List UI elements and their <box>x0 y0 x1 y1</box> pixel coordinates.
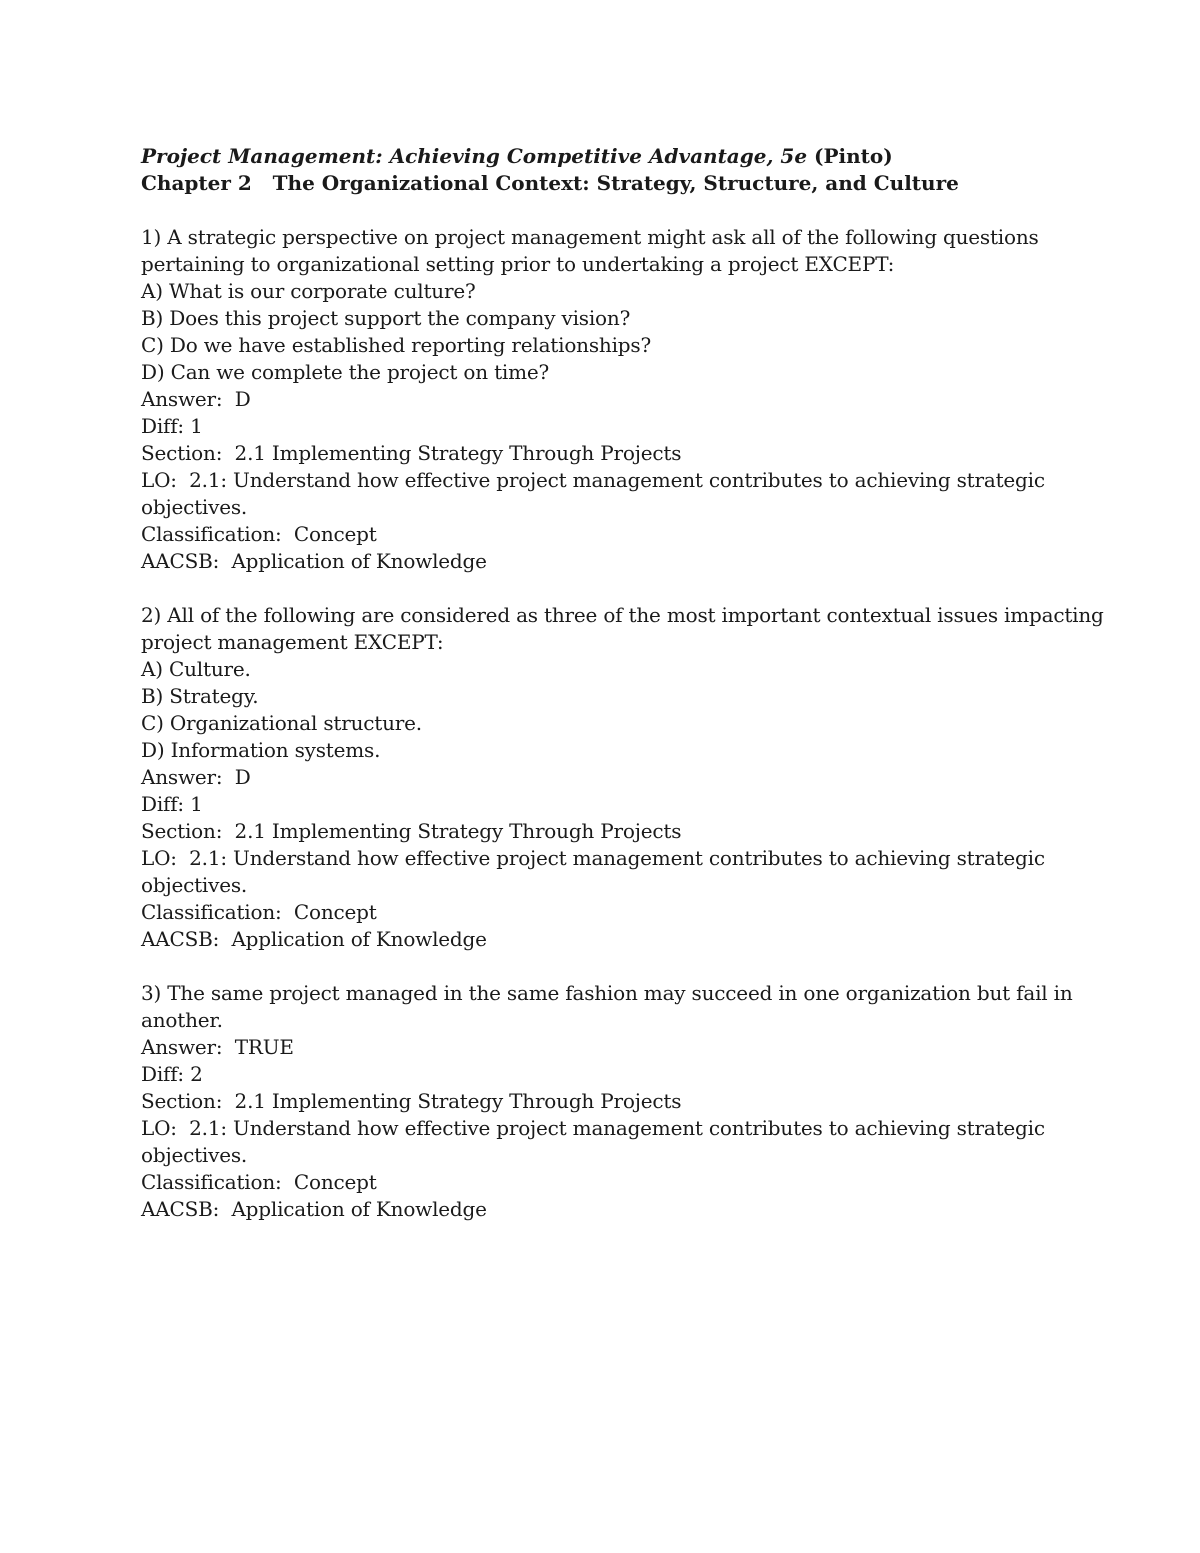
question-stem: project management EXCEPT: <box>141 630 444 654</box>
answer-option-d: D) Can we complete the project on time? <box>141 360 550 384</box>
difficulty: Diff: 1 <box>141 792 203 816</box>
classification: Classification: Concept <box>141 1170 377 1194</box>
question-stem: 2) All of the following are considered as three of the most important contextual issues impacting <box>141 603 1104 627</box>
question-stem: pertaining to organizational setting prior to undertaking a project EXCEPT: <box>141 252 895 276</box>
answer-option-a: A) Culture. <box>141 657 251 681</box>
aacsb: AACSB: Application of Knowledge <box>141 1197 487 1221</box>
learning-objective: LO: 2.1: Understand how effective project management contributes to achieving strategic <box>141 468 1045 492</box>
answer-option-a: A) What is our corporate culture? <box>141 279 476 303</box>
classification: Classification: Concept <box>141 522 377 546</box>
learning-objective: LO: 2.1: Understand how effective project management contributes to achieving strategic <box>141 846 1045 870</box>
spacer <box>141 197 1101 224</box>
book-title-line <box>141 143 1101 170</box>
answer-key: Answer: D <box>141 765 251 789</box>
spacer <box>141 953 1101 980</box>
book-title: Project Management: Achieving Competitive Advantage, 5e <box>141 144 808 168</box>
question-stem: 1) A strategic perspective on project management might ask all of the following questions <box>141 225 1039 249</box>
aacsb: AACSB: Application of Knowledge <box>141 549 487 573</box>
question-stem: 3) The same project managed in the same fashion may succeed in one organization but fail in <box>141 981 1073 1005</box>
aacsb: AACSB: Application of Knowledge <box>141 927 487 951</box>
answer-key: Answer: TRUE <box>141 1035 294 1059</box>
learning-objective: objectives. <box>141 495 248 519</box>
question-stem: another. <box>141 1008 223 1032</box>
learning-objective: objectives. <box>141 873 248 897</box>
answer-option-b: B) Does this project support the company vision? <box>141 306 631 330</box>
question-2 <box>141 602 1104 953</box>
section-ref: Section: 2.1 Implementing Strategy Through Projects <box>141 819 682 843</box>
answer-option-b: B) Strategy. <box>141 684 259 708</box>
question-1 <box>141 224 1101 575</box>
answer-option-d: D) Information systems. <box>141 738 381 762</box>
learning-objective: LO: 2.1: Understand how effective project management contributes to achieving strategic <box>141 1116 1045 1140</box>
difficulty: Diff: 1 <box>141 414 203 438</box>
book-author: (Pinto) <box>814 144 893 168</box>
answer-option-c: C) Do we have established reporting relationships? <box>141 333 651 357</box>
chapter-heading: Chapter 2 The Organizational Context: Strategy, Structure, and Culture <box>141 171 959 195</box>
section-ref: Section: 2.1 Implementing Strategy Through Projects <box>141 1089 682 1113</box>
question-3 <box>141 980 1101 1223</box>
classification: Classification: Concept <box>141 900 377 924</box>
document-body <box>141 143 1104 1223</box>
learning-objective: objectives. <box>141 1143 248 1167</box>
section-ref: Section: 2.1 Implementing Strategy Through Projects <box>141 441 682 465</box>
spacer <box>141 575 1101 602</box>
answer-key: Answer: D <box>141 387 251 411</box>
answer-option-c: C) Organizational structure. <box>141 711 422 735</box>
difficulty: Diff: 2 <box>141 1062 203 1086</box>
